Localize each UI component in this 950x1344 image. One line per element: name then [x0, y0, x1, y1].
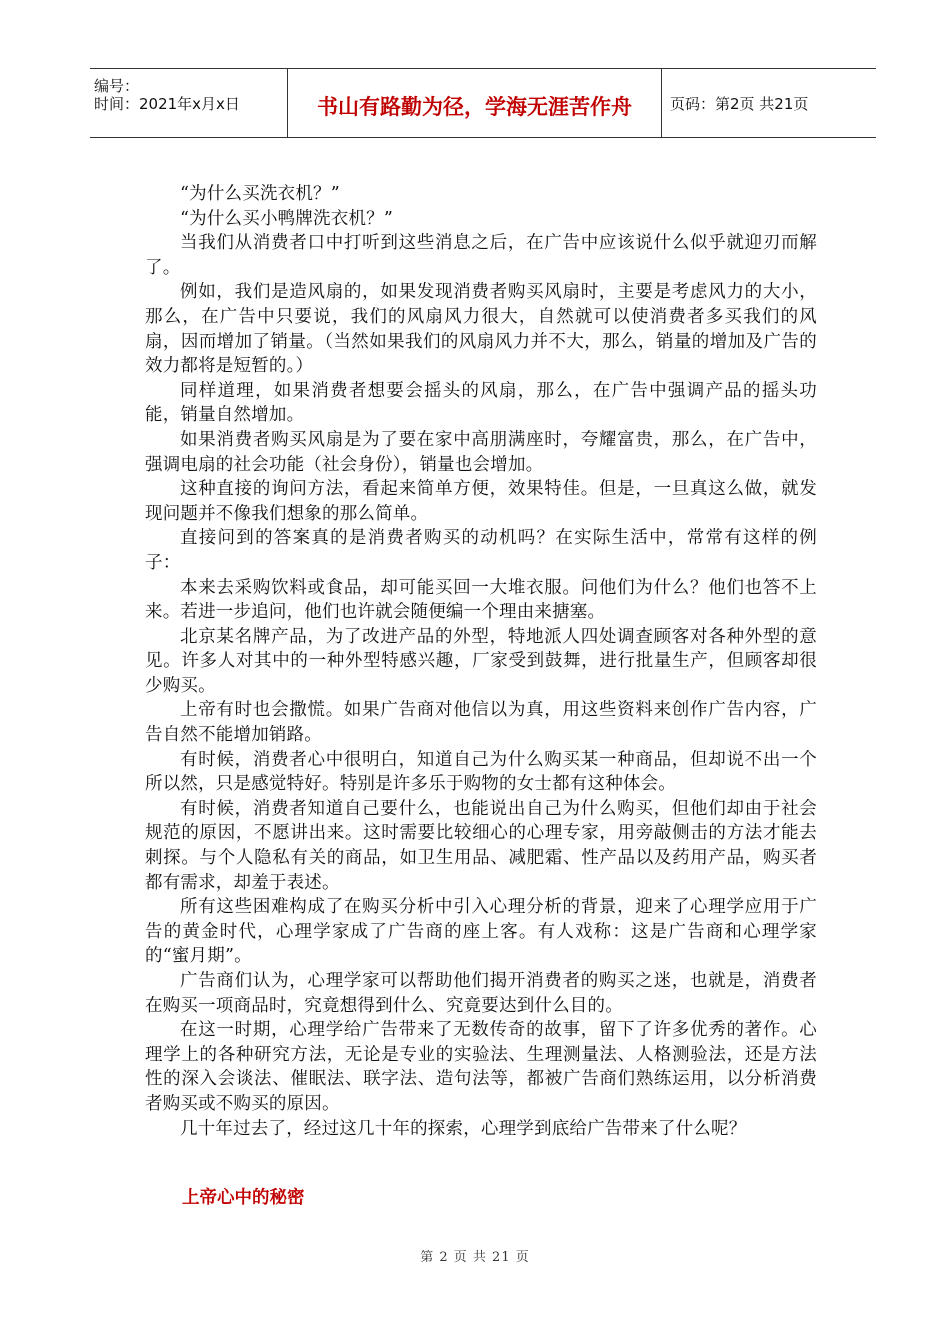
paragraph: 有时候，消费者心中很明白，知道自己为什么购买某一种商品，但却说不出一个所以然，只是感觉特好。特别是许多乐于购物的女士都有这种体会。 [145, 749, 817, 795]
page-footer: 第 2 页 共 21 页 [420, 1250, 530, 1265]
paragraph: 例如，我们是造风扇的，如果发现消费者购买风扇时，主要是考虑风力的大小，那么，在广告中只要说，我们的风扇风力很大，自然就可以使消费者多买我们的风扇，因而增加了销量。（当然如果我们的风扇风力并不大，那么，销量的增加及广告的效力都将是短暂的。） [145, 282, 817, 377]
paragraph: 本来去采购饮料或食品，却可能买回一大堆衣服。问他们为什么？他们也答不上来。若进一步追问，他们也许就会随便编一个理由来搪塞。 [145, 577, 817, 623]
document-body [145, 182, 817, 1141]
time-label: 时间：2021年x月x日 [94, 95, 240, 113]
paragraph: 直接问到的答案真的是消费者购买的动机吗？在实际生活中，常常有这样的例子： [145, 528, 817, 573]
header-page-label: 页码：第2页 共21页 [670, 95, 809, 113]
paragraph: “为什么买洗衣机？” [180, 184, 340, 204]
paragraph: 几十年过去了，经过这几十年的探索，心理学到底给广告带来了什么呢？ [180, 1118, 747, 1139]
header-page-cell [662, 69, 876, 137]
paragraph: 当我们从消费者口中打听到这些消息之后，在广告中应该说什么似乎就迎刃而解了。 [145, 233, 817, 278]
paragraph: 有时候，消费者知道自己要什么，也能说出自己为什么购买，但他们却由于社会规范的原因，不愿讲出来。这时需要比较细心的心理专家，用旁敲侧击的方法才能去刺探。与个人隐私有关的商品，如卫生用品、减肥霜、性产品以及药用产品，购买者都有需求，却羞于表述。 [145, 798, 817, 893]
paragraph: 所有这些困难构成了在购买分析中引入心理分析的背景，迎来了心理学应用于广告的黄金时代，心理学家成了广告商的座上客。有人戏称：这是广告商和心理学家的“蜜月期”。 [145, 897, 817, 967]
header-motto-cell [288, 69, 662, 137]
page-header [90, 68, 876, 138]
paragraph: “为什么买小鸭牌洗衣机？” [180, 208, 393, 229]
header-motto: 书山有路勤为径，学海无涯苦作舟 [317, 95, 632, 119]
number-label: 编号： [94, 77, 140, 95]
paragraph: 同样道理，如果消费者想要会摇头的风扇，那么，在广告中强调产品的摇头功能，销量自然增加。 [145, 380, 817, 426]
header-meta-cell [90, 69, 288, 137]
paragraph: 上帝有时也会撒慌。如果广告商对他信以为真，用这些资料来创作广告内容，广告自然不能增加销路。 [145, 700, 817, 746]
paragraph: 如果消费者购买风扇是为了要在家中高朋满座时，夸耀富贵，那么，在广告中，强调电扇的社会功能（社会身份），销量也会增加。 [145, 429, 817, 475]
paragraph: 在这一时期，心理学给广告带来了无数传奇的故事，留下了许多优秀的著作。心理学上的各种研究方法，无论是专业的实验法、生理测量法、人格测验法，还是方法性的深入会谈法、催眠法、联字法、造句法等，都被广告商们熟练运用，以分析消费者购买或不购买的原因。 [145, 1020, 817, 1114]
paragraph: 北京某名牌产品，为了改进产品的外型，特地派人四处调查顾客对各种外型的意见。许多人对其中的一种外型特感兴趣，厂家受到鼓舞，进行批量生产，但顾客却很少购买。 [145, 626, 817, 696]
paragraph: 广告商们认为，心理学家可以帮助他们揭开消费者的购买之迷，也就是，消费者在购买一项商品时，究竟想得到什么、究竟要达到什么目的。 [145, 971, 817, 1016]
paragraph: 这种直接的询问方法，看起来简单方便，效果特佳。但是，一旦真这么做，就发现问题并不像我们想象的那么简单。 [145, 479, 817, 524]
section-title: 上帝心中的秘密 [182, 1188, 305, 1208]
